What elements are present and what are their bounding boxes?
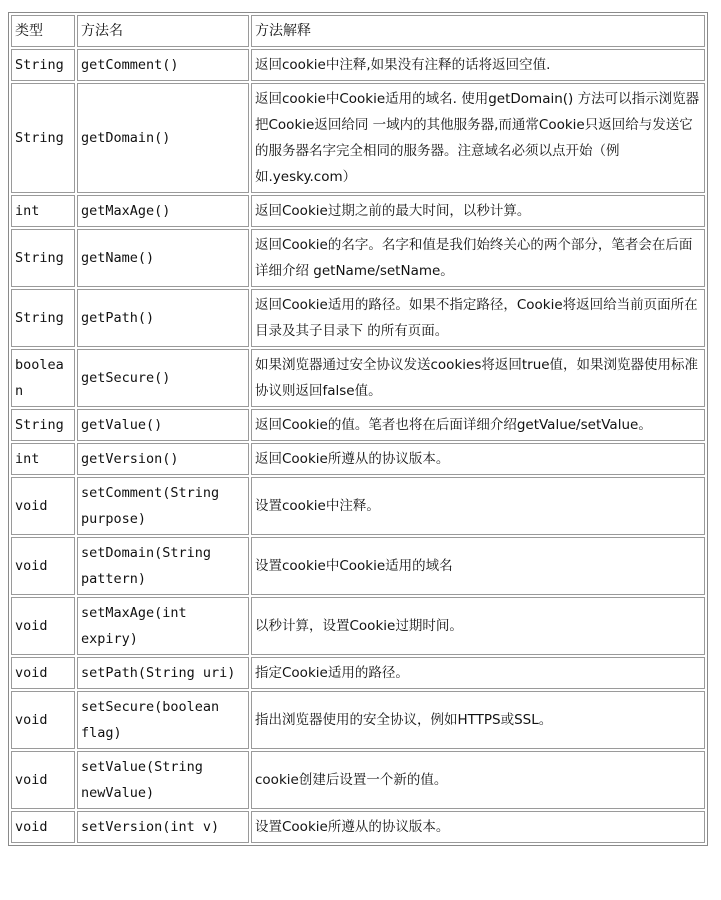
table-row [11, 691, 705, 749]
table-row [11, 751, 705, 809]
row-type: void [11, 691, 75, 749]
table-row [11, 597, 705, 655]
row-type: String [11, 49, 75, 81]
row-description: 返回Cookie适用的路径。如果不指定路径，Cookie将返回给当前页面所在目录及其子目录下 的所有页面。 [251, 289, 705, 347]
row-type: String [11, 229, 75, 287]
row-description: 设置cookie中注释。 [251, 477, 705, 535]
table-row [11, 537, 705, 595]
table-row [11, 409, 705, 441]
row-type: void [11, 477, 75, 535]
row-method: setSecure(boolean flag) [77, 691, 249, 749]
row-method: getPath() [77, 289, 249, 347]
table-row [11, 195, 705, 227]
row-type: String [11, 289, 75, 347]
cookie-methods-table [8, 12, 708, 846]
row-method: setComment(String purpose) [77, 477, 249, 535]
table-row [11, 477, 705, 535]
row-description: 设置Cookie所遵从的协议版本。 [251, 811, 705, 843]
row-type: void [11, 811, 75, 843]
row-method: setMaxAge(int expiry) [77, 597, 249, 655]
row-method: getVersion() [77, 443, 249, 475]
row-method: setPath(String uri) [77, 657, 249, 689]
row-method: setVersion(int v) [77, 811, 249, 843]
row-description: 返回cookie中Cookie适用的域名. 使用getDomain() 方法可以指示浏览器把Cookie返回给同 一域内的其他服务器,而通常Cookie只返回给与发送它的服务器名字完全相同的服务器。注意域名必须以点开始（例如.yesky.com） [251, 83, 705, 193]
table-row [11, 289, 705, 347]
row-method: getValue() [77, 409, 249, 441]
row-method: getDomain() [77, 83, 249, 193]
row-type: boolean [11, 349, 75, 407]
row-method: getComment() [77, 49, 249, 81]
row-description: 返回Cookie过期之前的最大时间，以秒计算。 [251, 195, 705, 227]
table-row [11, 49, 705, 81]
row-method: getSecure() [77, 349, 249, 407]
table-row [11, 83, 705, 193]
row-description: 返回Cookie所遵从的协议版本。 [251, 443, 705, 475]
header-method: 方法名 [77, 15, 249, 47]
row-type: void [11, 537, 75, 595]
row-description: 返回Cookie的值。笔者也将在后面详细介绍getValue/setValue。 [251, 409, 705, 441]
table-row [11, 657, 705, 689]
row-type: String [11, 83, 75, 193]
row-description: 设置cookie中Cookie适用的域名 [251, 537, 705, 595]
row-description: cookie创建后设置一个新的值。 [251, 751, 705, 809]
row-type: int [11, 195, 75, 227]
row-description: 指定Cookie适用的路径。 [251, 657, 705, 689]
row-description: 指出浏览器使用的安全协议，例如HTTPS或SSL。 [251, 691, 705, 749]
row-type: String [11, 409, 75, 441]
table-row [11, 349, 705, 407]
table-row [11, 811, 705, 843]
row-type: void [11, 751, 75, 809]
row-method: getMaxAge() [77, 195, 249, 227]
row-description: 如果浏览器通过安全协议发送cookies将返回true值，如果浏览器使用标准协议则返回false值。 [251, 349, 705, 407]
row-method: setValue(String newValue) [77, 751, 249, 809]
row-description: 返回Cookie的名字。名字和值是我们始终关心的两个部分，笔者会在后面详细介绍 getName/setName。 [251, 229, 705, 287]
row-type: void [11, 657, 75, 689]
table-header-row [11, 15, 705, 47]
table-row [11, 443, 705, 475]
cookie-methods-table-wrapper [8, 12, 708, 846]
row-type: void [11, 597, 75, 655]
row-type: int [11, 443, 75, 475]
row-description: 以秒计算，设置Cookie过期时间。 [251, 597, 705, 655]
header-type: 类型 [11, 15, 75, 47]
row-method: getName() [77, 229, 249, 287]
row-description: 返回cookie中注释,如果没有注释的话将返回空值. [251, 49, 705, 81]
row-method: setDomain(String pattern) [77, 537, 249, 595]
header-description: 方法解释 [251, 15, 705, 47]
table-row [11, 229, 705, 287]
